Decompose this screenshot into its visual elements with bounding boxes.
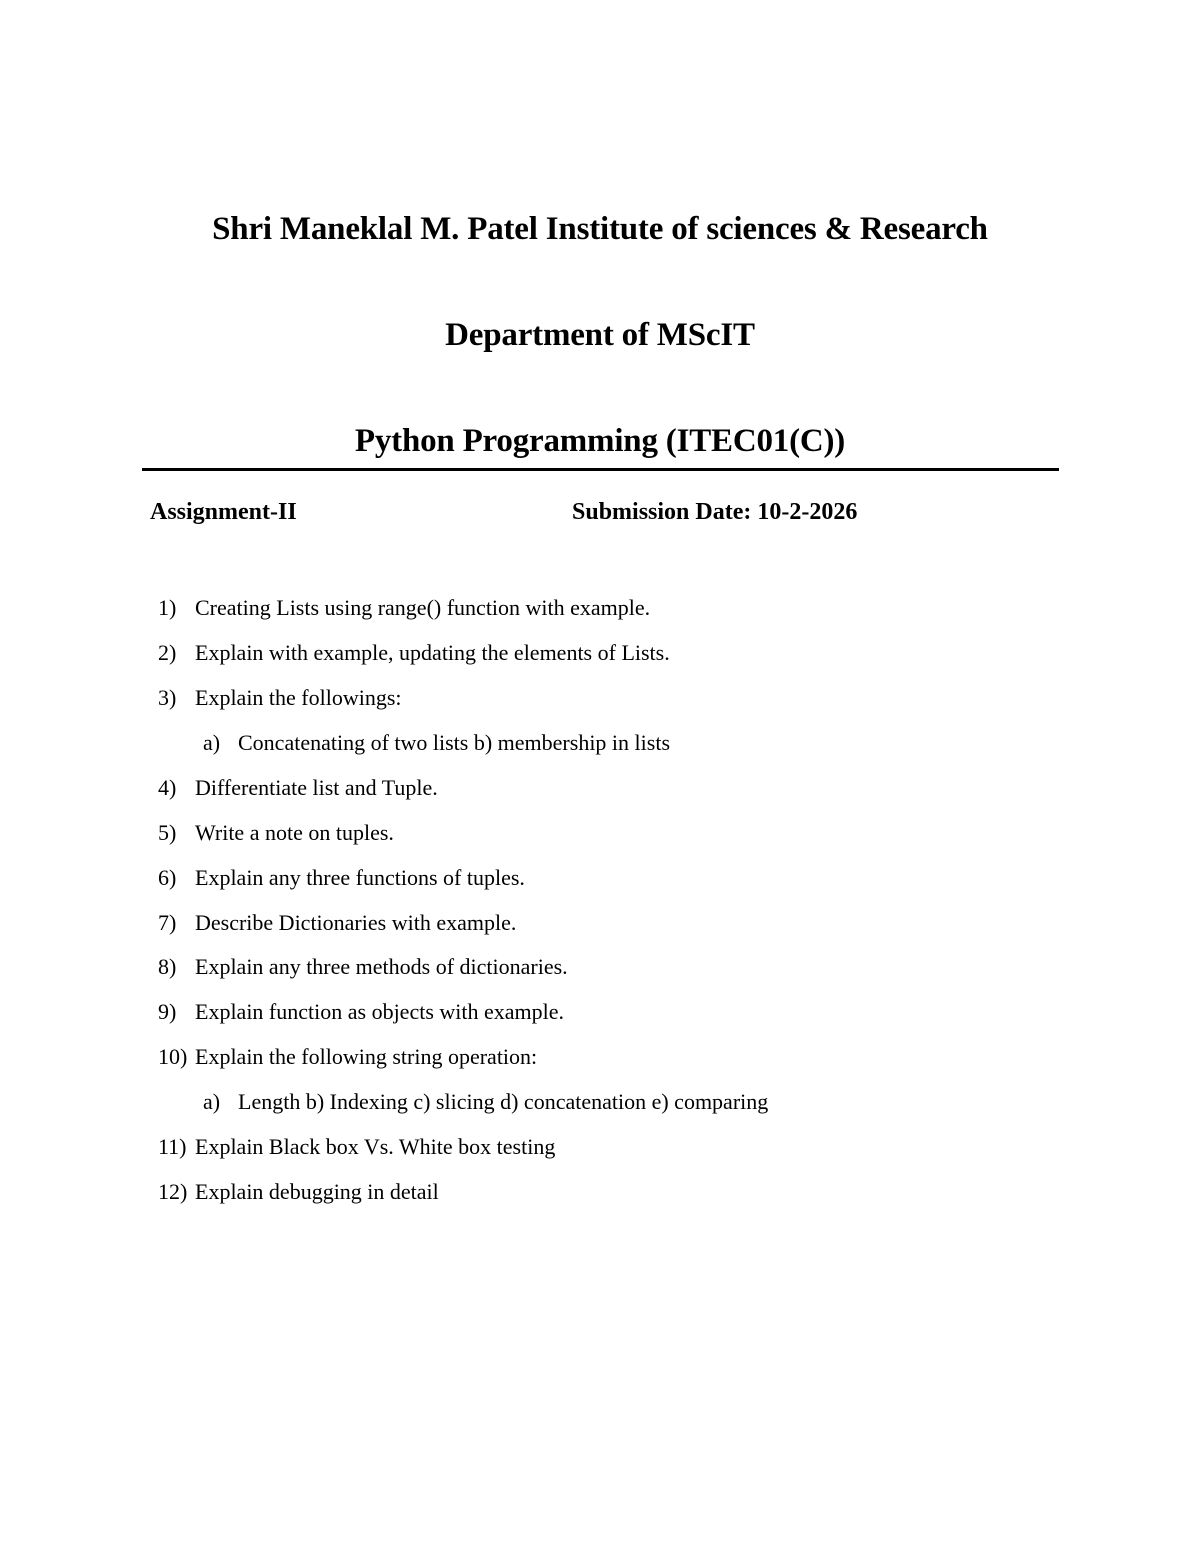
question-number: 10) — [158, 1044, 188, 1069]
question-text: Explain function as objects with example. — [195, 999, 565, 1024]
question-text: Explain the following string operation: — [195, 1044, 538, 1069]
question-number: 1) — [158, 595, 177, 620]
question-number: 3) — [158, 685, 177, 710]
question-number: 9) — [158, 999, 177, 1024]
question-number: 6) — [158, 865, 177, 890]
question-text: Creating Lists using range() function with example. — [195, 595, 651, 620]
question-text: Explain any three methods of dictionaries. — [195, 954, 568, 979]
question-text: Explain debugging in detail — [195, 1179, 439, 1204]
sub-question-text: Concatenating of two lists b) membership in lists — [238, 730, 671, 755]
question-number: 4) — [158, 775, 177, 800]
question-text: Differentiate list and Tuple. — [195, 775, 438, 800]
question-number: 11) — [158, 1134, 187, 1159]
question-number: 5) — [158, 820, 177, 845]
question-number: 12) — [158, 1179, 188, 1204]
question-number: 8) — [158, 954, 177, 979]
question-text: Explain the followings: — [195, 685, 402, 710]
question-text: Write a note on tuples. — [195, 820, 394, 845]
institute-title: Shri Maneklal M. Patel Institute of sciences & Research — [212, 211, 988, 247]
question-text: Describe Dictionaries with example. — [195, 910, 517, 935]
department-title: Department of MScIT — [445, 317, 755, 353]
question-number: 7) — [158, 910, 177, 935]
header-divider — [142, 468, 1059, 471]
question-text: Explain with example, updating the elements of Lists. — [195, 640, 670, 665]
assignment-label: Assignment-II — [150, 499, 297, 525]
course-title: Python Programming (ITEC01(C)) — [354, 423, 846, 459]
question-text: Explain any three functions of tuples. — [195, 865, 525, 890]
sub-question-letter: a) — [203, 730, 221, 755]
question-text: Explain Black box Vs. White box testing — [195, 1134, 556, 1159]
question-number: 2) — [158, 640, 177, 665]
sub-question-text: Length b) Indexing c) slicing d) concatenation e) comparing — [238, 1089, 769, 1114]
submission-date: Submission Date: 10-2-2026 — [572, 499, 858, 525]
sub-question-letter: a) — [203, 1089, 221, 1114]
